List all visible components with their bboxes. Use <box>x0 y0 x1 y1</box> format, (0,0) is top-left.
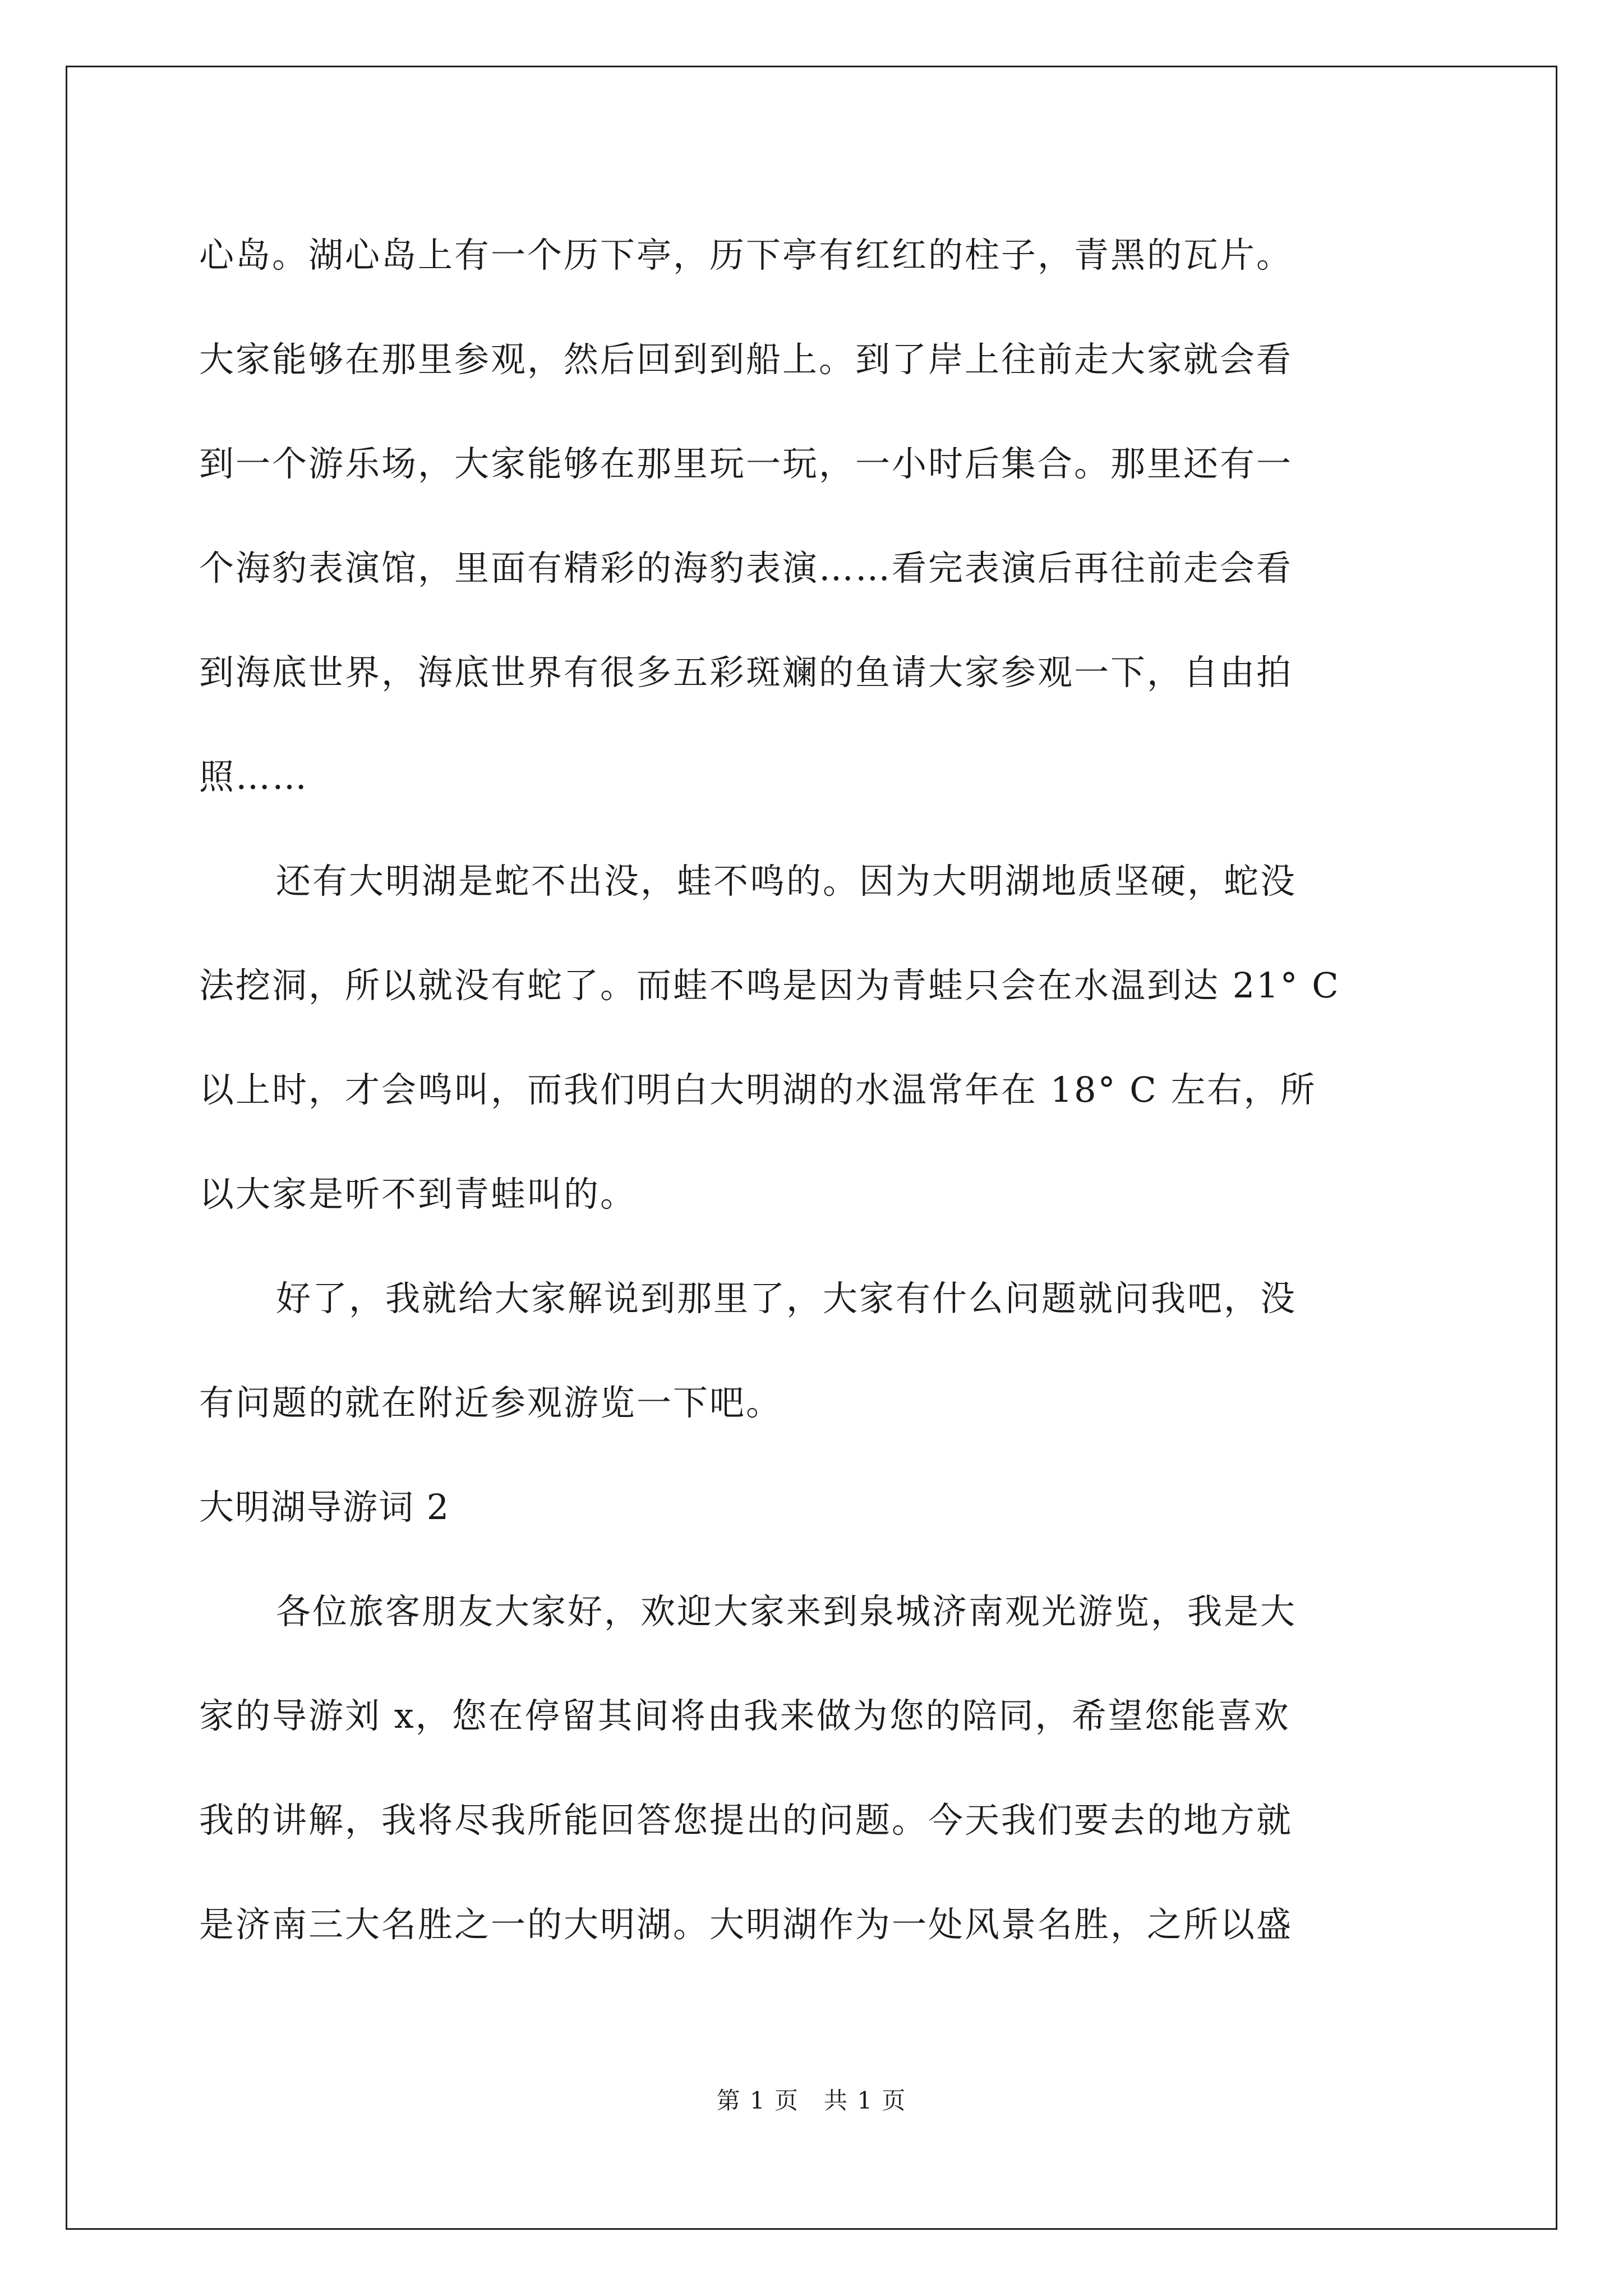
text-line: 大家能够在那里参观，然后回到到船上。到了岸上往前走大家就会看 <box>199 339 1293 380</box>
text-line: 好了，我就给大家解说到那里了，大家有什么问题就问我吧，没 <box>276 1278 1297 1319</box>
text-line: 还有大明湖是蛇不出没，蛙不鸣的。因为大明湖地质坚硬，蛇没 <box>276 861 1297 901</box>
text-line: 家的导游刘 x，您在停留其间将由我来做为您的陪同，希望您能喜欢 <box>199 1695 1290 1736</box>
page-number-footer: 第 1 页 共 1 页 <box>716 2087 907 2114</box>
text-line: 照…… <box>199 756 309 797</box>
text-line: 是济南三大名胜之一的大明湖。大明湖作为一处风景名胜，之所以盛 <box>199 1904 1293 1945</box>
text-line: 到海底世界，海底世界有很多五彩斑斓的鱼请大家参观一下，自由拍 <box>199 652 1293 693</box>
text-line: 有问题的就在附近参观游览一下吧。 <box>199 1382 783 1423</box>
text-line: 各位旅客朋友大家好，欢迎大家来到泉城济南观光游览，我是大 <box>276 1591 1297 1632</box>
text-line: 个海豹表演馆，里面有精彩的海豹表演……看完表演后再往前走会看 <box>199 547 1293 588</box>
text-line: 以上时，才会鸣叫，而我们明白大明湖的水温常年在 18° C 左右，所 <box>199 1069 1317 1110</box>
text-line: 心岛。湖心岛上有一个历下亭，历下亭有红红的柱子，青黑的瓦片。 <box>199 234 1293 275</box>
text-line: 法挖洞，所以就没有蛇了。而蛙不鸣是因为青蛙只会在水温到达 21° C <box>199 965 1340 1006</box>
text-line: 以大家是听不到青蛙叫的。 <box>199 1174 637 1214</box>
section-heading: 大明湖导游词 2 <box>199 1487 450 1527</box>
document-body <box>199 203 1433 1977</box>
text-line: 我的讲解，我将尽我所能回答您提出的问题。今天我们要去的地方就 <box>199 1800 1293 1841</box>
text-line: 到一个游乐场，大家能够在那里玩一玩，一小时后集合。那里还有一 <box>199 443 1293 484</box>
